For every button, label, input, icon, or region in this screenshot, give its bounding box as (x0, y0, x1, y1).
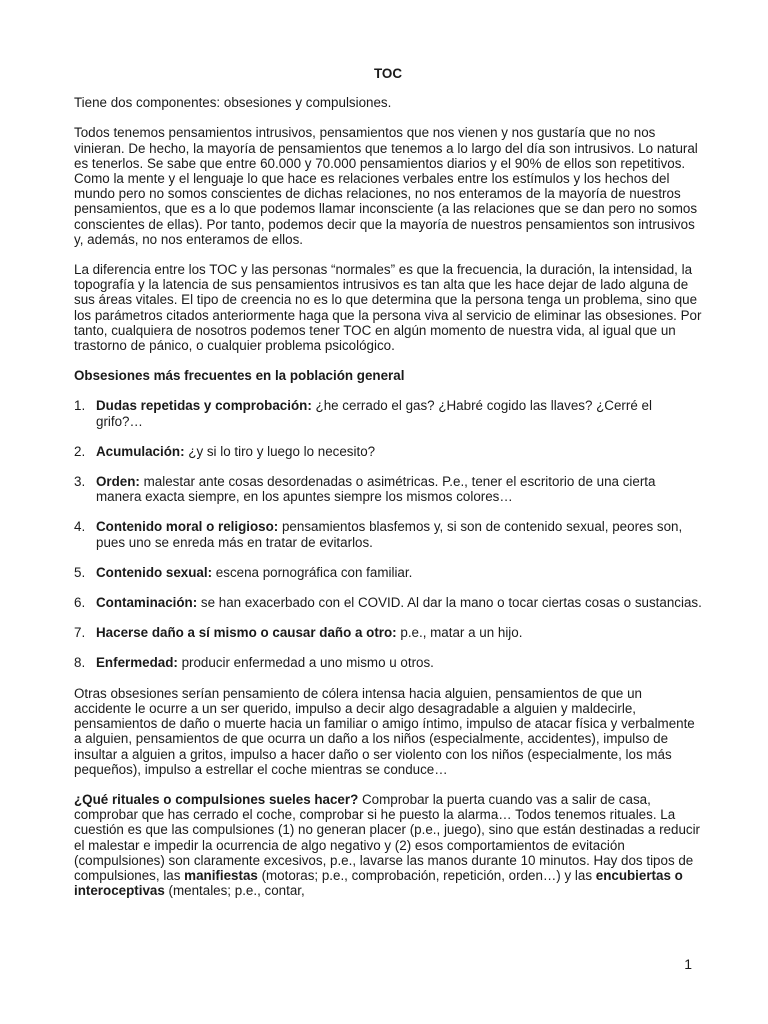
rituals-covert-term: encubiertas o interoceptivas (74, 867, 683, 899)
list-item-label: Orden: (96, 474, 140, 490)
list-item-label: Contaminación: (96, 595, 198, 611)
list-number: 5. (74, 564, 86, 580)
list-item (74, 398, 702, 428)
list-item-text: se han exacerbado con el COVID. Al dar la mano o tocar ciertas cosas o sustancias. (197, 595, 702, 611)
list-item (74, 444, 702, 459)
obsessions-heading: Obsesiones más frecuentes en la población general (74, 368, 405, 384)
list-item (74, 625, 702, 640)
list-item-text: escena pornográfica con familiar. (212, 564, 413, 580)
document-page (74, 66, 702, 913)
list-item-label: Hacerse daño a sí mismo o causar daño a otro: (96, 625, 397, 641)
list-number: 8. (74, 655, 86, 671)
list-number: 4. (74, 519, 86, 535)
paragraph-rituals (74, 792, 702, 898)
list-item-text: malestar ante cosas desordenadas o asimétricas. P.e., tener el escritorio de una cierta manera exacta siempre, en los apuntes siempre los mismos colores… (96, 474, 656, 505)
rituals-text-3: (mentales; p.e., contar, (164, 883, 305, 899)
rituals-text-2: (motoras; p.e., comprobación, repetición, orden…) y las (257, 867, 596, 883)
list-number: 2. (74, 443, 86, 459)
list-item-text: ¿y si lo tiro y luego lo necesito? (184, 443, 376, 459)
list-item-text: pensamientos blasfemos y, si son de contenido sexual, peores son, pues uno se enreda más en tratar de evitarlos. (96, 519, 683, 550)
page-number: 1 (684, 956, 692, 972)
list-item (74, 595, 702, 610)
list-number: 6. (74, 595, 86, 611)
list-number: 3. (74, 474, 86, 490)
list-item-label: Dudas repetidas y comprobación: (96, 398, 312, 414)
obsessions-list (74, 398, 702, 670)
paragraph-intrusive-thoughts: Todos tenemos pensamientos intrusivos, pensamientos que nos vienen y nos gustaría que no nos vinieran. De hecho, la mayoría de pensamientos que tenemos a lo largo del día son intrusivos. Lo natural es tenerlos. Se sabe que entre 60.000 y 70.000 pensamientos diarios y el 90% de ellos son repetitivos. Como la mente y el lenguaje lo que hace es relaciones verbales entre los estímulos y los hechos del mundo pero no somos conscientes de dichas relaciones, no nos enteramos de la mayoría de nuestros pensamientos, que es a lo que podemos llamar inconsciente (a las relaciones que se dan pero no somos conscientes de ellas). Por tanto, podemos decir que la mayoría de nuestros pensamientos son intrusivos y, además, no nos enteramos de ellos. (74, 125, 698, 247)
list-item (74, 474, 702, 504)
list-item-label: Acumulación: (96, 443, 185, 459)
list-number: 7. (74, 625, 86, 641)
paragraph-toc-difference: La diferencia entre los TOC y las personas “normales” es que la frecuencia, la duración, la intensidad, la topografía y la latencia de sus pensamientos intrusivos es tan alta que les hace dejar de lado alguna de sus áreas vitales. El tipo de creencia no es lo que determina que la persona tenga un problema, sino que los parámetros citados anteriormente haga que la persona viva al servicio de eliminar las obsesiones. Por tanto, cualquiera de nosotros podemos tener TOC en algún momento de nuestra vida, al igual que un trastorno de pánico, o cualquier problema psicológico. (74, 262, 702, 354)
list-item-label: Enfermedad: (96, 655, 178, 671)
rituals-question: ¿Qué rituales o compulsiones sueles hacer? (74, 791, 359, 807)
list-item-text: p.e., matar a un hijo. (396, 625, 523, 641)
list-item-label: Contenido moral o religioso: (96, 519, 279, 535)
list-item-text: producir enfermedad a uno mismo u otros. (177, 655, 434, 671)
list-item-text: ¿he cerrado el gas? ¿Habré cogido las llaves? ¿Cerré el grifo?… (96, 398, 652, 429)
rituals-manifest-term: manifiestas (184, 867, 258, 883)
list-item (74, 655, 702, 670)
page-title: TOC (373, 66, 403, 81)
list-item (74, 519, 702, 549)
list-item (74, 565, 702, 580)
list-number: 1. (74, 398, 86, 414)
rituals-text-1: Comprobar la puerta cuando vas a salir de casa, comprobar que has cerrado el coche, comprobar si he puesto la alarma… Todos tenemos rituales. La cuestión es que las compulsiones (1) no generan placer (p.e., juego), sino que están destinadas a reducir el malestar e impedir la ocurrencia de algo negativo y (2) esos comportamientos de evitación (compulsiones) son claramente excesivos, p.e., lavarse las manos durante 10 minutos. Hay dos tipos de compulsiones, las (74, 791, 701, 883)
intro-paragraph: Tiene dos componentes: obsesiones y compulsiones. (74, 95, 392, 111)
paragraph-other-obsessions: Otras obsesiones serían pensamiento de cólera intensa hacia alguien, pensamientos de que un accidente le ocurre a un ser querido, impulso a decir algo desagradable a alguien y maldecirle, pensamientos de daño o muerte hacia un familiar o amigo íntimo, impulso de atacar física y verbalmente a alguien, pensamientos de que ocurra un daño a los niños (especialmente, accidentes), impulso de insultar a alguien a gritos, impulso a hacer daño o ser violento con los niños (especialmente, los más pequeños), impulso a estrellar el coche mientras se conduce… (74, 685, 695, 777)
list-item-label: Contenido sexual: (96, 564, 213, 580)
